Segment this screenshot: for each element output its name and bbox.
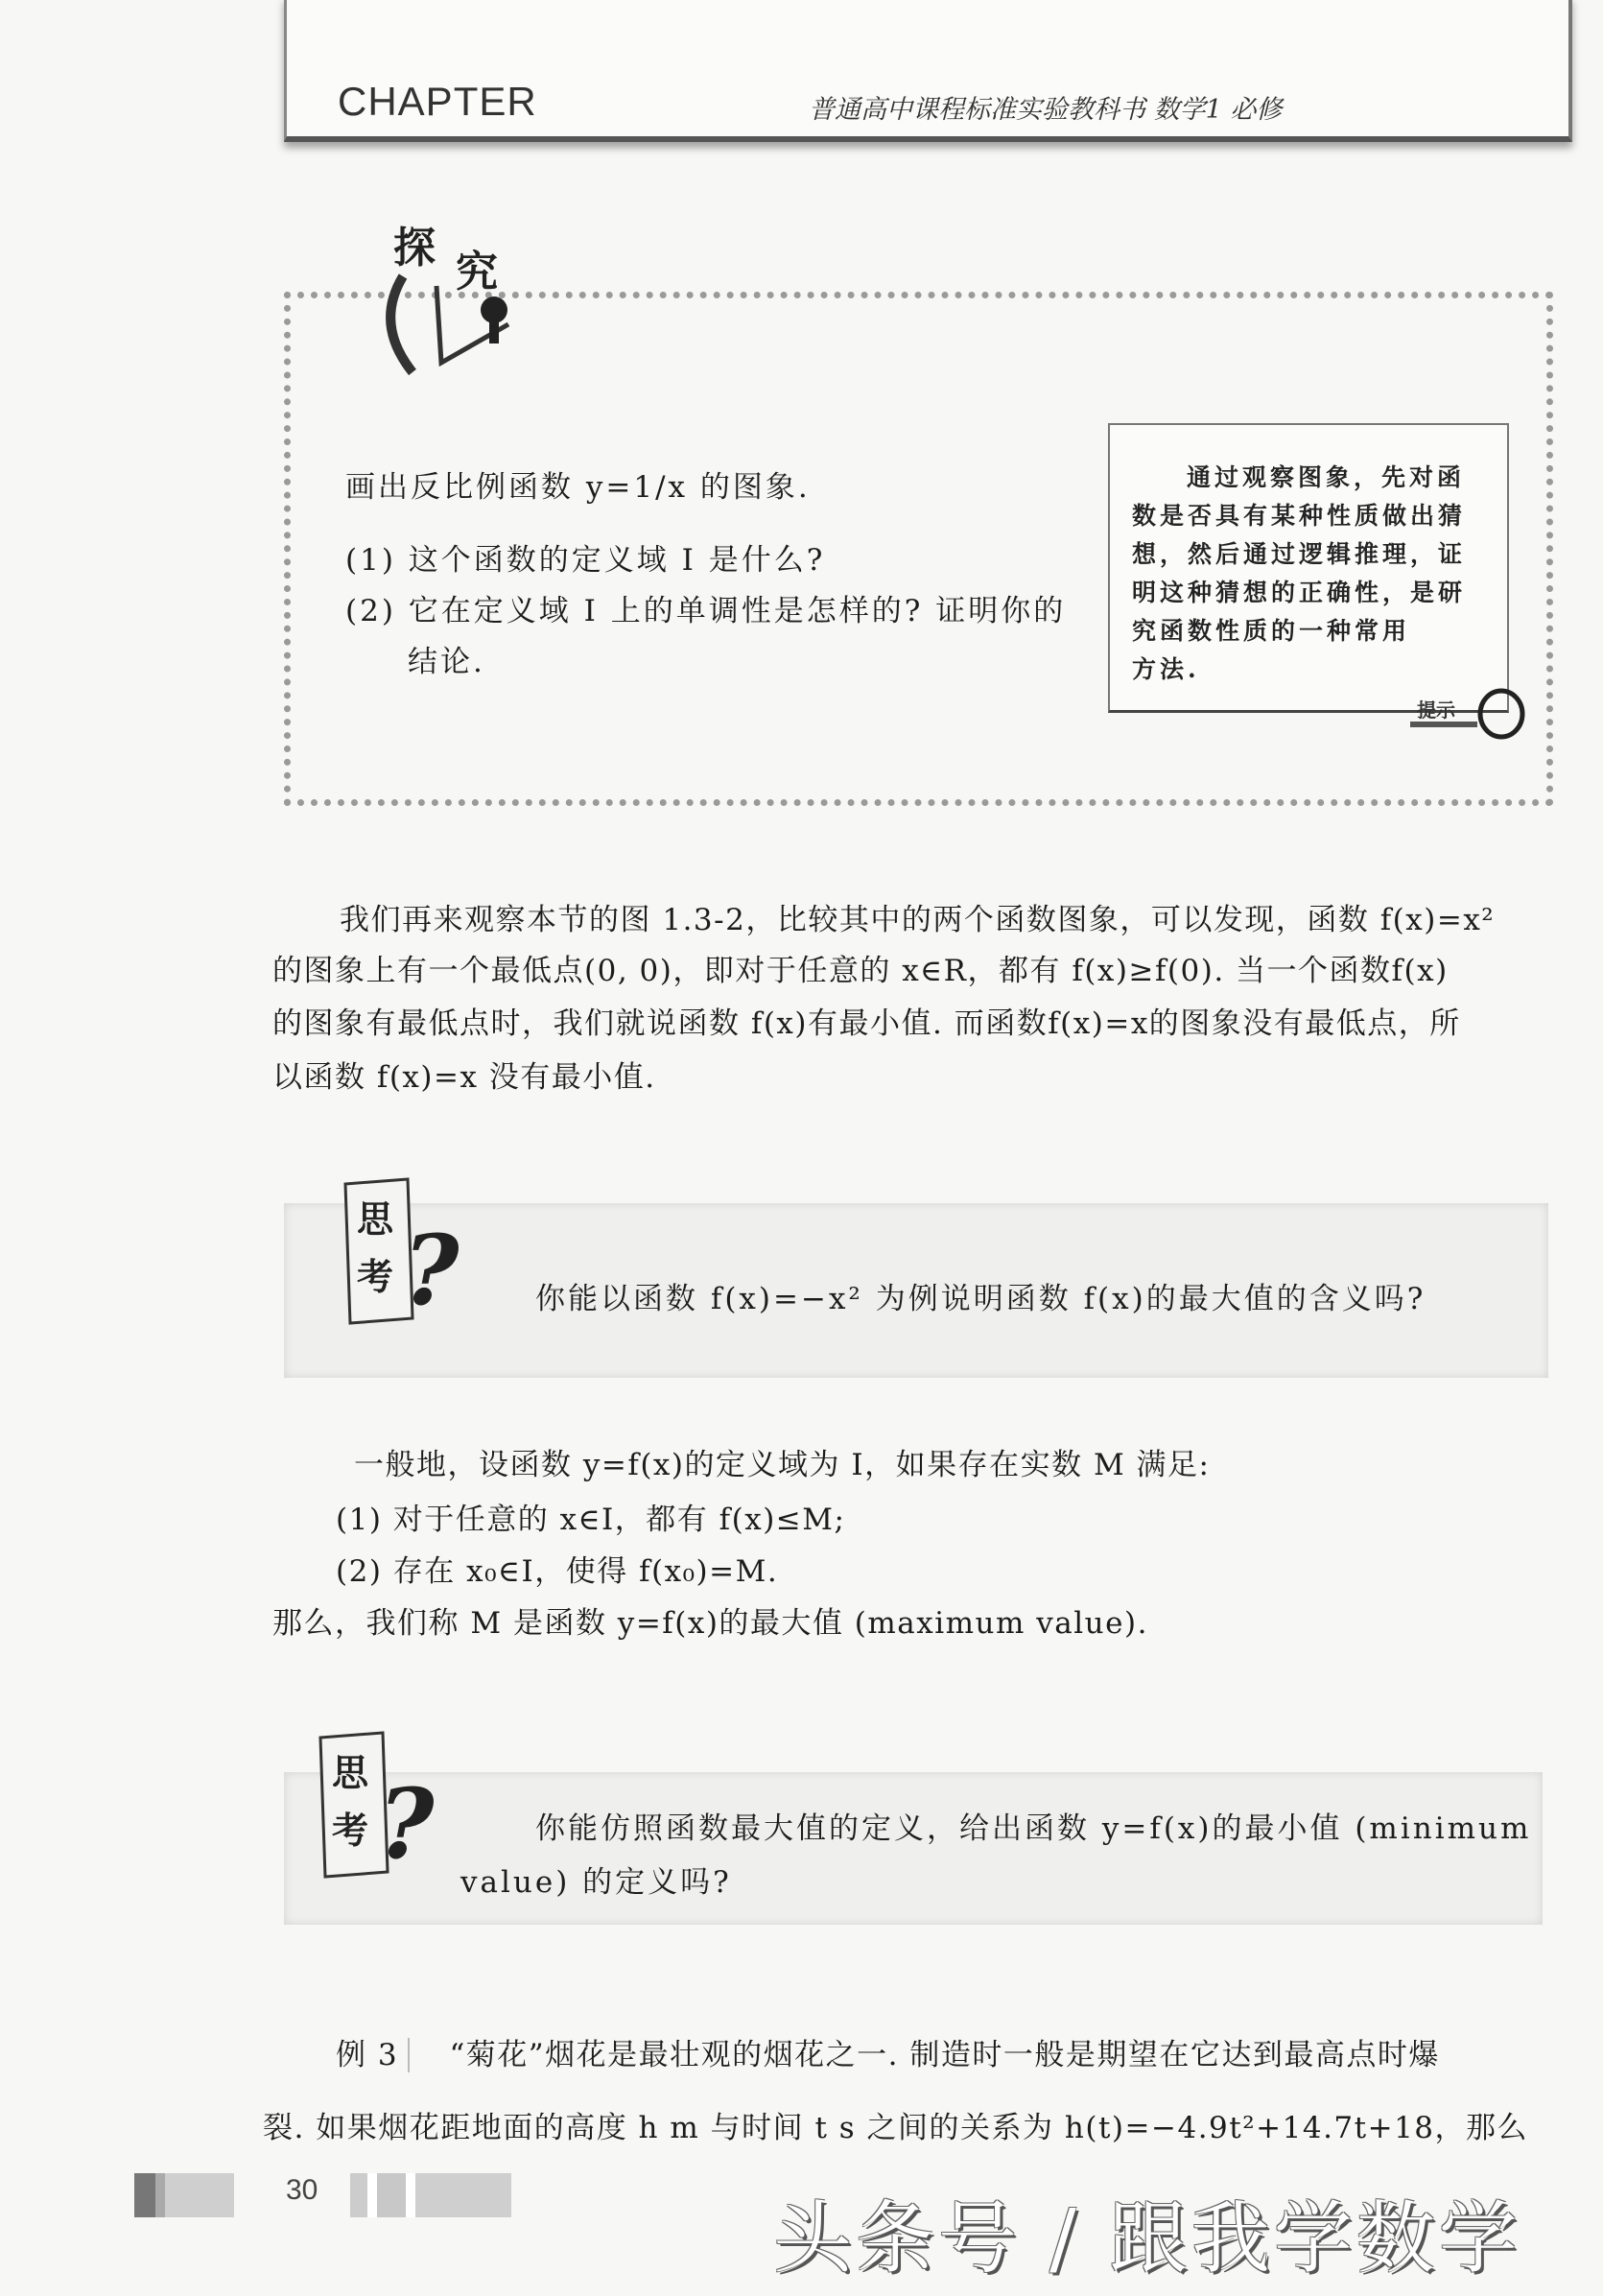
definition-line: (1) 对于任意的 x∈I，都有 f(x)≤M; (336, 1503, 846, 1537)
explore-prompt: 画出反比例函数 y=1/x 的图象. (345, 470, 811, 505)
paragraph-line: 的图象有最低点时，我们就说函数 f(x)有最小值. 而函数f(x)=x的图象没有最低点，所 (272, 1006, 1461, 1041)
definition-line: 那么，我们称 M 是函数 y=f(x)的最大值 (maximum value). (272, 1606, 1148, 1641)
book-title: 普通高中课程标准实验教科书 数学1 必修 (809, 95, 1283, 125)
definition-line: 一般地，设函数 y=f(x)的定义域为 I，如果存在实数 M 满足: (354, 1448, 1211, 1482)
think-question-icon (311, 1728, 445, 1891)
think-box (284, 1772, 1543, 1925)
svg-text:探: 探 (393, 224, 436, 272)
tip-line: 方法. (1132, 655, 1200, 683)
tip-line: 通过观察图象，先对函 (1187, 463, 1466, 491)
footer-decoration (350, 2173, 511, 2217)
tip-line: 明这种猜想的正确性，是研 (1132, 579, 1467, 606)
svg-text:思: 思 (332, 1751, 369, 1794)
definition-line: (2) 存在 x₀∈I，使得 f(x₀)=M. (336, 1554, 779, 1589)
svg-text:?: ? (378, 1767, 435, 1881)
explore-question-1: (1) 这个函数的定义域 I 是什么? (345, 543, 826, 578)
svg-text:究: 究 (456, 248, 498, 296)
svg-text:提示: 提示 (1417, 698, 1455, 722)
svg-text:思: 思 (357, 1197, 394, 1241)
explore-key-icon (365, 219, 556, 396)
think-question-text-cont: value) 的定义吗? (460, 1865, 732, 1900)
tip-line: 想，然后通过逻辑推理，证 (1132, 540, 1467, 568)
example-label: 例 3 (336, 2038, 410, 2072)
example-text: “菊花”烟花是最壮观的烟花之一. 制造时一般是期望在它达到最高点时爆 (449, 2038, 1440, 2072)
paragraph-line: 的图象上有一个最低点(0, 0)，即对于任意的 x∈R，都有 f(x)≥f(0). 当一个函数f(x) (272, 954, 1449, 988)
paragraph-line: 我们再来观察本节的图 1.3-2，比较其中的两个函数图象，可以发现，函数 f(x)=x² (340, 903, 1496, 937)
think-question-text: 你能以函数 f(x)=−x² 为例说明函数 f(x)的最大值的含义吗? (535, 1282, 1426, 1316)
page-number: 30 (286, 2174, 318, 2206)
think-question-icon (336, 1174, 470, 1337)
tip-line: 数是否具有某种性质做出猜 (1132, 502, 1467, 530)
svg-text:考: 考 (357, 1255, 394, 1298)
svg-text:?: ? (403, 1214, 460, 1327)
chapter-label: CHAPTER (338, 79, 537, 124)
think-question-text: 你能仿照函数最大值的定义，给出函数 y=f(x)的最小值 (minimum (535, 1811, 1532, 1846)
explore-question-2: (2) 它在定义域 I 上的单调性是怎样的? 证明你的 (345, 594, 1067, 628)
tip-line: 究函数性质的一种常用 (1132, 617, 1411, 645)
tip-key-icon (1405, 683, 1530, 741)
watermark: 头条号 / 跟我学数学 (773, 2193, 1521, 2284)
example-line (336, 2030, 1440, 2073)
example-line: 裂. 如果烟花距地面的高度 h m 与时间 t s 之间的关系为 h(t)=−4.9t²+14.7t+18，那么 (263, 2111, 1529, 2145)
paragraph-line: 以函数 f(x)=x 没有最小值. (272, 1060, 656, 1095)
explore-question-2-cont: 结论. (408, 645, 485, 679)
svg-text:考: 考 (332, 1809, 369, 1852)
footer-decoration (134, 2173, 234, 2217)
